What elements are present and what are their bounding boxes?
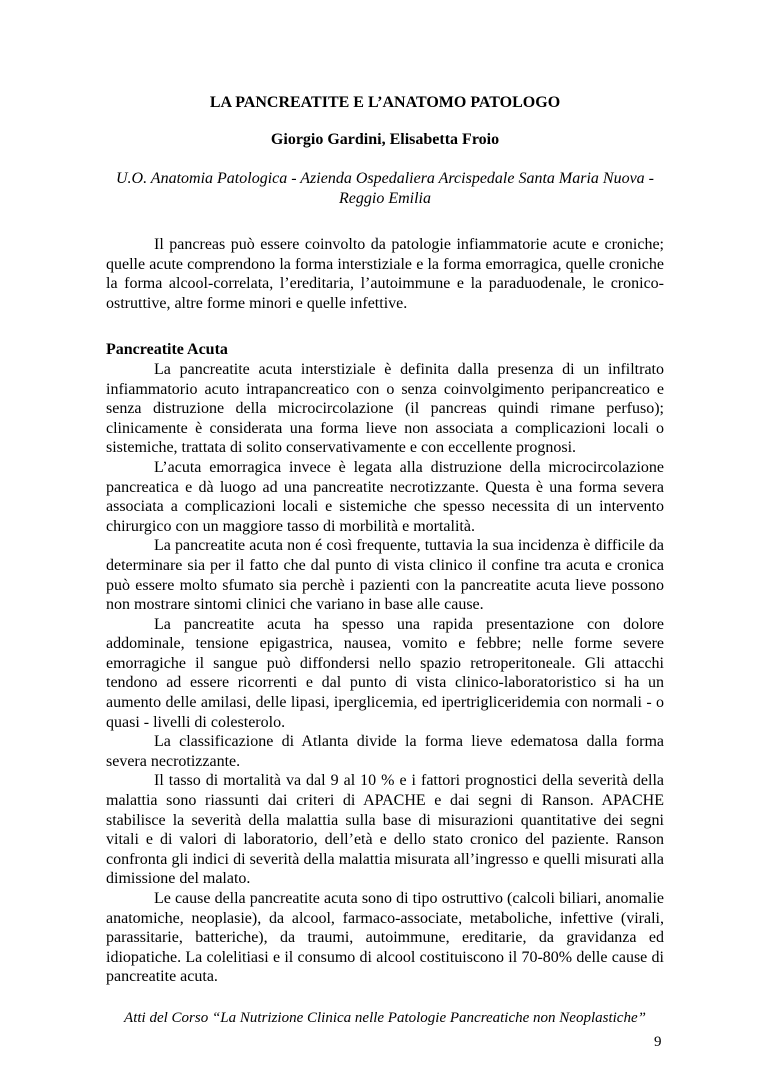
paragraph: La classificazione di Atlanta divide la forma lieve edematosa dalla forma severa necrotizzante. bbox=[106, 733, 664, 770]
paragraph: Il tasso di mortalità va dal 9 al 10 % e i fattori prognostici della severità della malattia sono riassunti dai criteri di APACHE e dai segni di Ranson. APACHE stabilisce la severità della malattia sulla base di misurazioni quantitative dei segni vitali e di valori di laboratorio, dell’età e dello stato cronico del paziente. Ranson confronta gli indici di severità della malattia misurata all’ingresso e quelli misurati alla dimissione del malato. bbox=[106, 772, 664, 888]
document-body bbox=[106, 235, 664, 987]
paragraph: L’acuta emorragica invece è legata alla distruzione della microcircolazione pancreatica e dà luogo ad una pancreatite necrotizzante. Questa è una forma severa associata a complicazioni locali e sistemiche che spesso necessita di un intervento chirurgico con un maggiore tasso di morbilità e mortalità. bbox=[106, 458, 664, 535]
section-heading: Pancreatite Acuta bbox=[106, 341, 228, 359]
authors: Giorgio Gardini, Elisabetta Froio bbox=[270, 131, 500, 148]
document-title: LA PANCREATITE E L’ANATOMO PATOLOGO bbox=[209, 94, 561, 111]
intro-paragraph: Il pancreas può essere coinvolto da patologie infiammatorie acute e croniche; quelle acute comprendono la forma interstiziale e la forma emorragica, quelle croniche la forma alcool-correlata, l’ereditaria, l’autoimmune e la paraduodenale, le cronico-ostruttive, altre forme minori e quelle infettive. bbox=[106, 236, 664, 312]
paragraph: La pancreatite acuta interstiziale è definita dalla presenza di un infiltrato infiammatorio acuto intrapancreatico con o senza coinvolgimento peripancreatico e senza distruzione della microcircolazione (il pancreas quindi rimane perfuso); clinicamente è considerata una forma lieve non associata a complicazioni locali o sistemiche, trattata di solito conservativamente e con eccellente prognosi. bbox=[106, 360, 664, 457]
paragraph: La pancreatite acuta ha spesso una rapida presentazione con dolore addominale, tensione epigastrica, nausea, vomito e febbre; nelle forme severe emorragiche il sangue può diffondersi nello spazio retroperitoneale. Gli attacchi tendono ad essere ricorrenti e dal punto di vista clinico-laboratoristico si ha un aumento delle amilasi, delle lipasi, iperglicemia, ed ipertrigliceridemia con normali - o quasi - livelli di colesterolo. bbox=[106, 615, 664, 731]
page-footer: Atti del Corso “La Nutrizione Clinica nelle Patologie Pancreatiche non Neoplastiche” bbox=[124, 1009, 646, 1026]
paragraph: La pancreatite acuta non é così frequente, tuttavia la sua incidenza è difficile da determinare sia per il fatto che dal punto di vista clinico il confine tra acuta e cronica può essere molto sfumato sia perchè i pazienti con la pancreatite acuta lieve possono non mostrare sintomi clinici che variano in base alle cause. bbox=[106, 537, 664, 614]
paragraph: Le cause della pancreatite acuta sono di tipo ostruttivo (calcoli biliari, anomalie anatomiche, neoplasie), da alcool, farmaco-associate, metaboliche, infettive (virali, parassitarie, batteriche), da traumi, autoimmune, ereditarie, da gravidanza ed idiopatiche. La colelitiasi e il consumo di alcool costituiscono il 70-80% delle cause di pancreatite acuta. bbox=[106, 890, 664, 986]
affiliation: U.O. Anatomia Patologica - Azienda Ospedaliera Arcispedale Santa Maria Nuova - Reggio Emilia bbox=[115, 170, 655, 207]
page-number: 9 bbox=[654, 1033, 662, 1050]
document-page bbox=[106, 0, 664, 1071]
